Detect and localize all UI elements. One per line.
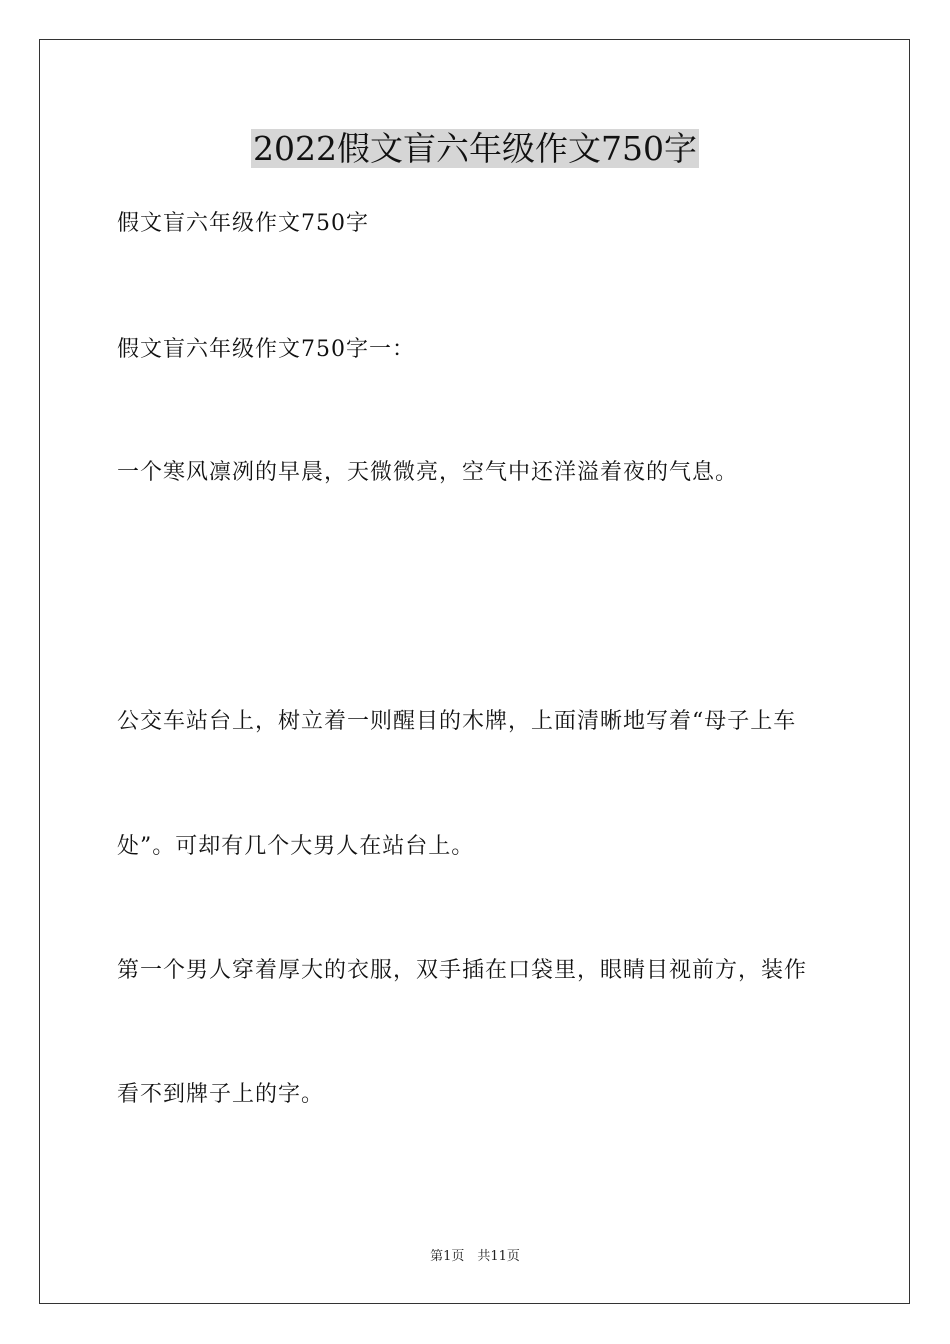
paragraph-body-3-line-1: 第一个男人穿着厚大的衣服，双手插在口袋里，眼睛目视前方，装作 — [117, 958, 808, 983]
paragraph-subtitle: 假文盲六年级作文750字 — [117, 211, 369, 236]
paragraph-body-3-line-2: 看不到牌子上的字。 — [117, 1082, 325, 1107]
paragraph-section-heading: 假文盲六年级作文750字一： — [117, 337, 415, 362]
document-title — [0, 126, 950, 172]
paragraph-body-2-line-2: 处”。可却有几个大男人在站台上。 — [117, 834, 475, 859]
page-number-footer: 第1页 共11页 — [430, 1249, 520, 1264]
paragraph-body-1: 一个寒风凛冽的早晨，天微微亮，空气中还洋溢着夜的气息。 — [117, 460, 739, 485]
paragraph-body-2-line-1: 公交车站台上，树立着一则醒目的木牌，上面清晰地写着“母子上车 — [117, 709, 797, 734]
document-title-text: 2022假文盲六年级作文750字 — [253, 129, 697, 168]
